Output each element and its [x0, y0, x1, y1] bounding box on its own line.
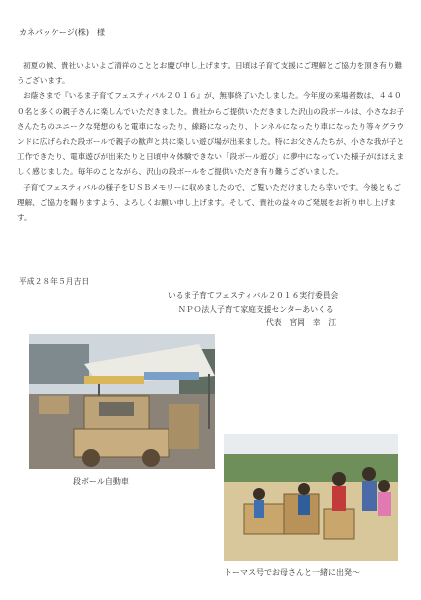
letter-date: 平成２８年５月吉日: [19, 277, 90, 286]
paragraph-greeting: 初夏の候、貴社いよいよご清祥のこととお慶び申し上げます。日頃は子育て支援にご理解とご協力を頂き有り難うございます。: [17, 61, 403, 86]
photo-caption-car: 段ボール自動車: [73, 477, 129, 486]
cardboard-car-illustration: [29, 334, 215, 469]
signature-representative: 代表 宮岡 幸 江: [266, 318, 337, 327]
signature-block: [168, 289, 338, 330]
paragraph-report: お蔭さまで『いるま子育てフェスティバル２０１６』が、無事終了いたしました。今年度の来場者数は、４４００名と多くの親子さんに楽しんでいただきました。貴社からご提供いただきました沢山の段ボールは、小さなお子さんたちのユニークな発想のもと電車になったり、線路になったり、トンネルになったり車になったり等々グラウンドに広げられた段ボールで親子の歓声と共に楽しい遊び場が出来ました。特にお父さんたちが、小さな我が子と工作できたり、電車遊びが出来たりと日頃中々体験できない「段ボール遊び」に夢中になっていた様子がほほえましく感じました。毎年のことながら、沢山の段ボールをご提供いただき有り難うございました。: [17, 91, 405, 177]
signature-organization: ＮＰＯ法人子育て家庭支援センターあいくる: [178, 304, 334, 314]
cardboard-train-illustration: [224, 434, 398, 561]
letter-body: [17, 58, 407, 225]
paragraph-closing: 子育てフェスティバルの様子をＵＳＢメモリーに収めましたので、ご覧いただけましたら幸いです。今後ともご理解、ご協力を賜りますよう、よろしくお願い申し上げます。そして、貴社の益々のご発展をお祈り申し上げます。: [17, 182, 401, 223]
cardboard-car-photo: [29, 334, 215, 469]
addressee: カネパッケージ(株) 様: [19, 28, 106, 37]
signature-committee: いるま子育てフェスティバル２０１６実行委員会: [168, 291, 339, 300]
cardboard-train-photo: [224, 434, 398, 561]
photo-caption-train: トーマス号でお母さんと一緒に出発～: [224, 568, 360, 577]
